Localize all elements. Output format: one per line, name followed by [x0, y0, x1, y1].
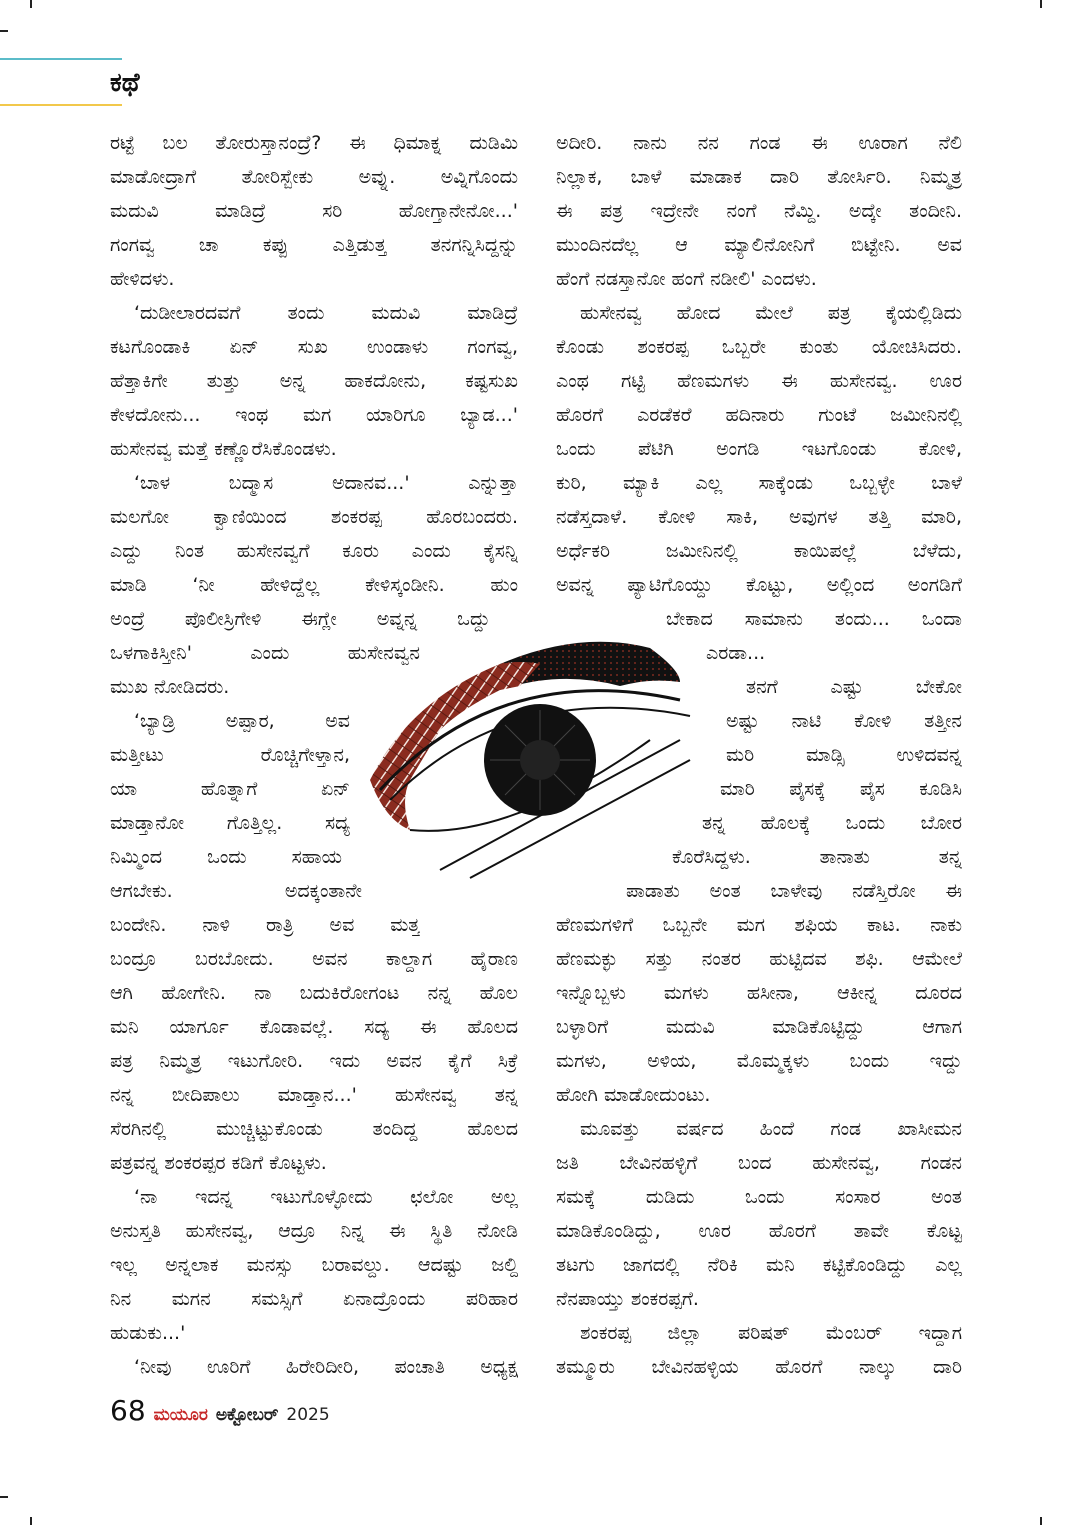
eye-illustration — [350, 630, 706, 880]
text-line: ಒಳಗಾಕಿಸ್ತೀನಿ' ಎಂದು ಹುಸೇನವ್ವನ — [110, 642, 420, 664]
text-line: ಮರಿ ಮಾಡ್ಸಿ ಉಳಿದವನ್ನ — [726, 744, 962, 766]
text-line: ಜತಿ ಬೇವಿನಹಳ್ಳಿಗೆ ಬಂದ ಹುಸೇನವ್ವ, ಗಂಡನ — [556, 1152, 962, 1174]
text-line: ಹುಡುಕು...' — [110, 1322, 186, 1344]
issue-year: 2025 — [286, 1405, 330, 1425]
text-line: ಬೇಕಾದ ಸಾಮಾನು ತಂದು... ಒಂದಾ — [666, 608, 962, 630]
text-line: ಈ ಪತ್ರ ಇದ್ರೇನೇ ನಂಗೆ ನೆಮ್ದಿ. ಅದ್ಕೇ ತಂದೀನಿ. — [556, 200, 962, 222]
text-line: ಬಂದೇನಿ. ನಾಳಿ ರಾತ್ರಿ ಅವ ಮತ್ತ — [110, 914, 420, 936]
crop-mark — [30, 0, 32, 8]
section-title: ಕಥೆ — [110, 68, 140, 98]
text-line: ಮೂವತ್ತು ವರ್ಷದ ಹಿಂದೆ ಗಂಡ ಖಾಸೀಮನ — [580, 1118, 962, 1140]
text-line: ಒಂದು ಪೆಟಿಗಿ ಅಂಗಡಿ ಇಟಗೊಂಡು ಕೋಳಿ, — [556, 438, 962, 460]
crop-mark — [1040, 1517, 1042, 1525]
text-line: ಅಂದ್ರೆ ಪೊಲೀಸ್ರಿಗೇಳಿ ಈಗ್ಲೇ ಅವ್ನನ್ನ ಒದ್ದು — [110, 608, 490, 630]
text-line: ಆಗಿ ಹೋಗೇನಿ. ನಾ ಬದುಕಿರೋಗಂಟ ನನ್ನ ಹೊಲ — [110, 982, 518, 1004]
text-line: ರಟ್ಟೆ ಬಲ ತೋರುಸ್ತಾನಂದ್ರೆ? ಈ ಧಿಮಾಕ್ನ ದುಡಿಮಿ — [110, 132, 518, 154]
text-line: ‘ಬಾಳ ಬದ್ಮಾಸ ಅದಾನವ...' ಎನ್ನುತ್ತಾ — [134, 472, 518, 494]
text-line: ಮುಖ ನೋಡಿದರು. — [110, 676, 230, 698]
text-line: ಕಟಗೊಂಡಾಕಿ ಏನ್ ಸುಖ ಉಂಡಾಳು ಗಂಗವ್ವ, — [110, 336, 518, 358]
text-line: ಪತ್ರ ನಿಮ್ಮತ್ರ ಇಟುಗೋರಿ. ಇದು ಅವನ ಕೈಗೆ ಸಿಕ್ರೆ — [110, 1050, 518, 1072]
text-line: ಶಂಕರಪ್ಪ ಜಿಲ್ಲಾ ಪರಿಷತ್ ಮೆಂಬರ್ ಇದ್ದಾಗ — [580, 1322, 962, 1344]
section-rule-bottom — [0, 104, 122, 106]
text-line: ನಿಮ್ಮಿಂದ ಒಂದು ಸಹಾಯ — [110, 846, 342, 868]
text-line: ಕೊಂಡು ಶಂಕರಪ್ಪ ಒಬ್ಬರೇ ಕುಂತು ಯೋಚಿಸಿದರು. — [556, 336, 962, 358]
text-line: ಮುಂದಿನದೆಲ್ಲ ಆ ಮ್ಯಾಲಿನೋನಿಗೆ ಬಿಟ್ಟೇನಿ. ಅವ — [556, 234, 962, 256]
text-line: ಎರಡಾ... — [706, 642, 766, 664]
crop-mark — [0, 30, 8, 32]
text-line: ಹೆತ್ತಾಕಿಗೇ ತುತ್ತು ಅನ್ನ ಹಾಕದೋನು, ಕಷ್ಟಸುಖ — [110, 370, 518, 392]
text-line: ‘ಬ್ಯಾಡ್ರಿ ಅಪ್ಪಾರ, ಅವ — [134, 710, 350, 732]
text-line: ನಿಲ್ಲಾಕ, ಬಾಳೆ ಮಾಡಾಕ ದಾರಿ ತೋರ್ಸಿರಿ. ನಿಮ್ಮತ್ರ — [556, 166, 962, 188]
text-line: ಹುಸೇನವ್ವ ಹೋದ ಮೇಲೆ ಪತ್ರ ಕೈಯಲ್ಲಿಡಿದು — [580, 302, 962, 324]
text-line: ಹುಸೇನವ್ವ ಮತ್ತೆ ಕಣ್ಣೊರೆಸಿಕೊಂಡಳು. — [110, 438, 337, 460]
section-rule-top — [0, 58, 122, 60]
text-line: ನಡೆಸ್ತದಾಳೆ. ಕೋಳಿ ಸಾಕಿ, ಅವುಗಳ ತತ್ತಿ ಮಾರಿ, — [556, 506, 962, 528]
text-line: ಅನುಸ್ತತಿ ಹುಸೇನವ್ವ, ಆದ್ರೂ ನಿನ್ನ ಈ ಸ್ಥಿತಿ ನೋಡಿ — [110, 1220, 518, 1242]
text-line: ಇನ್ನೊಬ್ಬಳು ಮಗಳು ಹಸೀನಾ, ಆಕೀನ್ನ ದೂರದ — [556, 982, 962, 1004]
text-line: ಮಾಡ್ತಾನೋ ಗೊತ್ತಿಲ್ಲ. ಸದ್ಯ — [110, 812, 350, 834]
text-line: ಅರ್ಧೆಕರಿ ಜಮೀನಿನಲ್ಲಿ ಕಾಯಿಪಲ್ಲೆ ಬೆಳೆದು, — [556, 540, 962, 562]
text-line: ಅದೀರಿ. ನಾನು ನನ ಗಂಡ ಈ ಊರಾಗ ನೆಲಿ — [556, 132, 962, 154]
text-line: ನನ್ನ ಬೀದಿಪಾಲು ಮಾಡ್ತಾನ...' ಹುಸೇನವ್ವ ತನ್ನ — [110, 1084, 518, 1106]
text-line: ಬಳ್ಳಾರಿಗೆ ಮದುವಿ ಮಾಡಿಕೊಟ್ಟಿದ್ದು ಆಗಾಗ — [556, 1016, 962, 1038]
text-line: ಆಗಬೇಕು. ಅದಕ್ಕಂತಾನೇ — [110, 880, 362, 902]
text-line: ಗಂಗವ್ವ ಚಾ ಕಪ್ಪು ಎತ್ತಿಡುತ್ತ ತನಗನ್ನಿಸಿದ್ದನ್ನು — [110, 234, 518, 256]
crop-mark — [1040, 0, 1042, 8]
text-line: ಅಷ್ಟು ನಾಟಿ ಕೋಳಿ ತತ್ತೀನ — [726, 710, 962, 732]
issue-month: ಅಕ್ಟೋಬರ್ — [215, 1405, 279, 1425]
crop-mark — [30, 1517, 32, 1525]
text-line: ‘ದುಡೀಲಾರದವಗೆ ತಂದು ಮದುವಿ ಮಾಡಿದ್ರೆ — [134, 302, 518, 324]
section-header — [0, 58, 140, 106]
text-line: ಮದುವಿ ಮಾಡಿದ್ರೆ ಸರಿ ಹೋಗ್ತಾನೇನೋ...' — [110, 200, 518, 222]
text-line: ತನ್ನ ಹೊಲಕ್ಕೆ ಒಂದು ಬೋರ — [702, 812, 962, 834]
crop-mark — [0, 1496, 8, 1498]
text-line: ಸೆರಗಿನಲ್ಲಿ ಮುಚ್ಚಿಟ್ಟುಕೊಂಡು ತಂದಿದ್ದ ಹೊಲದ — [110, 1118, 518, 1140]
text-line: ಹೆಂಗೆ ನಡಸ್ತಾನೋ ಹಂಗೆ ನಡೀಲಿ' ಎಂದಳು. — [556, 268, 817, 290]
text-line: ಸಮಕ್ಕೆ ದುಡಿದು ಒಂದು ಸಂಸಾರ ಅಂತ — [556, 1186, 962, 1208]
text-line: ಕೇಳದೋನು... ಇಂಥ ಮಗ ಯಾರಿಗೂ ಬ್ಯಾಡ...' — [110, 404, 518, 426]
text-line: ‘ನಾ ಇದನ್ನ ಇಟುಗೊಳ್ಳೋದು ಛಲೋ ಅಲ್ಲ — [134, 1186, 518, 1208]
text-line: ನಿನ ಮಗನ ಸಮಸ್ಸಿಗೆ ಏನಾದ್ರೊಂದು ಪರಿಹಾರ — [110, 1288, 518, 1310]
text-line: ಮಾಡಿಕೊಂಡಿದ್ದು, ಊರ ಹೊರಗೆ ತಾವೇ ಕೊಟ್ಟ — [556, 1220, 962, 1242]
text-line: ಎದ್ದು ನಿಂತ ಹುಸೇನವ್ವಗೆ ಕೂರು ಎಂದು ಕೈಸನ್ನಿ — [110, 540, 518, 562]
text-line: ನೆನಪಾಯ್ತು ಶಂಕರಪ್ಪಗೆ. — [556, 1288, 699, 1310]
text-line: ಮಾಡೋದ್ರಾಗೆ ತೋರಿಸ್ಬೇಕು ಅವ್ನು. ಅವ್ನಿಗೊಂದು — [110, 166, 518, 188]
text-line: ‘ನೀವು ಊರಿಗೆ ಹಿರೇರಿದೀರಿ, ಪಂಚಾತಿ ಅಧ್ಯಕ್ಷ — [134, 1356, 518, 1378]
page-number: 68 — [110, 1394, 146, 1427]
text-line: ಎಂಥ ಗಟ್ಟಿ ಹೆಣಮಗಳು ಈ ಹುಸೇನವ್ವ. ಊರ — [556, 370, 962, 392]
text-line: ಮಾಡಿ ‘ನೀ ಹೇಳಿದ್ದೆಲ್ಲ ಕೇಳಿಸ್ಕಂಡೀನಿ. ಹುಂ — [110, 574, 518, 596]
text-line: ಹೇಳಿದಳು. — [110, 268, 175, 290]
text-line: ಹೆಣಮಗಳಿಗೆ ಒಬ್ಬನೇ ಮಗ ಶಫಿಯ ಕಾಟ. ನಾಕು — [556, 914, 962, 936]
text-line: ಕೊರೆಸಿದ್ದಳು. ತಾನಾತು ತನ್ನ — [672, 846, 962, 868]
text-line: ತಮ್ಮೂರು ಬೇವಿನಹಳ್ಳಿಯ ಹೊರಗೆ ನಾಲ್ಕು ದಾರಿ — [556, 1356, 962, 1378]
text-line: ಬಂದ್ರೂ ಬರಬೋದು. ಅವನ ಕಾಲ್ದಾಗ ಹೈರಾಣ — [110, 948, 518, 970]
text-line: ಅವನ್ನ ಪ್ಯಾಟಿಗೊಯ್ದು ಕೊಟ್ಟು, ಅಲ್ಲಿಂದ ಅಂಗಡಿಗೆ — [556, 574, 962, 596]
page-footer — [110, 1394, 330, 1428]
text-line: ಯಾ ಹೊತ್ನಾಗೆ ಏನ್ — [110, 778, 350, 800]
text-line: ಪಾಡಾತು ಅಂತ ಬಾಳೇವು ನಡೆಸ್ತಿರೋ ಈ — [626, 880, 962, 902]
text-line: ತಟಗು ಜಾಗದಲ್ಲಿ ನೆರಿಕಿ ಮನಿ ಕಟ್ಟಿಕೊಂಡಿದ್ದು ಎಲ್ಲ — [556, 1254, 962, 1276]
text-line: ಹೊರಗೆ ಎರಡೆಕರೆ ಹದಿನಾರು ಗುಂಟೆ ಜಮೀನಿನಲ್ಲಿ — [556, 404, 962, 426]
text-line: ಮತ್ತೀಟು ರೊಚ್ಚಿಗೇಳ್ತಾನ, — [110, 744, 350, 766]
text-line: ಮಾರಿ ಪೈಸಕ್ಕೆ ಪೈಸ ಕೂಡಿಸಿ — [720, 778, 962, 800]
text-line: ಕುರಿ, ಮ್ಯಾಕಿ ಎಲ್ಲ ಸಾಕ್ಕೆಂಡು ಒಬ್ಬಳ್ಳೇ ಬಾಳೆ — [556, 472, 962, 494]
text-line: ಹೆಣಮಕ್ಳು ಸತ್ತು ನಂತರ ಹುಟ್ಟಿದವ ಶಫಿ. ಆಮೇಲೆ — [556, 948, 962, 970]
text-line: ಮನಿ ಯಾರ್ಗೂ ಕೊಡಾವಲ್ಲೆ. ಸದ್ಯ ಈ ಹೊಲದ — [110, 1016, 518, 1038]
text-line: ಇಲ್ಲ ಅನ್ನಲಾಕ ಮನಸ್ಸು ಬರಾವಲ್ದು. ಆದಷ್ಟು ಜಲ್ದಿ — [110, 1254, 518, 1276]
text-line: ತನಗೆ ಎಷ್ಟು ಬೇಕೋ — [746, 676, 962, 698]
text-line: ಮಲಗೋ ಕ್ವಾಣಿಯಿಂದ ಶಂಕರಪ್ಪ ಹೊರಬಂದರು. — [110, 506, 518, 528]
lid-pattern — [370, 664, 500, 830]
text-line: ಮಗಳು, ಅಳಿಯ, ಮೊಮ್ಮಕ್ಕಳು ಬಂದು ಇದ್ದು — [556, 1050, 962, 1072]
text-line: ಹೋಗಿ ಮಾಡೋದುಂಟು. — [556, 1084, 711, 1106]
text-line: ಪತ್ರವನ್ನ ಶಂಕರಪ್ಪರ ಕಡಿಗೆ ಕೊಟ್ಟಳು. — [110, 1152, 327, 1174]
magazine-logo: ಮಯೂರ — [153, 1405, 208, 1425]
